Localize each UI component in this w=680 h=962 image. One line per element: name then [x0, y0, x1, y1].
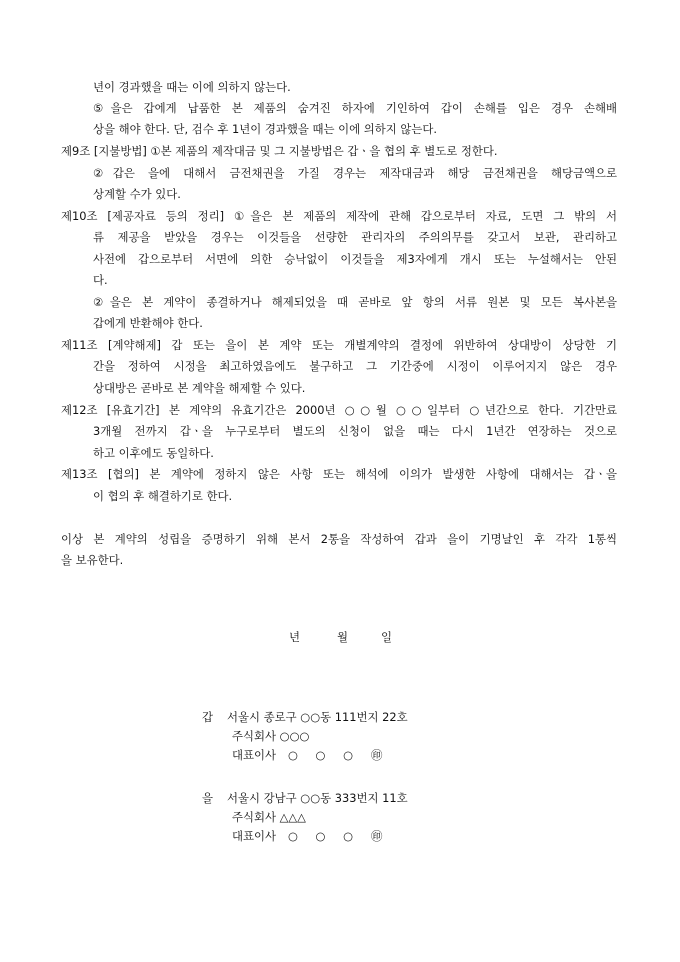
party-b-rep-name: ○ ○ ○	[288, 829, 354, 843]
party-b-rep-title: 대표이사	[232, 829, 277, 843]
clause9-p2-line1: ②갑은 을에 대해서 금전채권을 가질 경우는 제작대금과 해당 금전채권을 해당금액으로	[93, 166, 617, 180]
clause13-line2: 이 협의 후 해결하기로 한다.	[93, 489, 233, 503]
party-b-label: 을	[202, 791, 214, 805]
date-year: 년	[289, 630, 301, 644]
clause9-line1: 제9조 [지불방법] ①본 제품의 제작대금 및 그 지불방법은 갑ㆍ을 협의 후 별도로 정한다.	[61, 144, 498, 158]
party-a-rep-title: 대표이사	[232, 748, 277, 762]
clause10-p2-line1: ②을은 본 계약이 종결하거나 해제되었을 때 곧바로 앞 항의 서류 원본 및 모든 복사본을	[93, 295, 617, 309]
clause12-line3: 하고 이후에도 동일하다.	[93, 446, 214, 460]
date-day: 일	[381, 630, 393, 644]
party-a-seal-icon: ㊞	[371, 748, 383, 762]
party-a-rep-name: ○ ○ ○	[288, 748, 354, 762]
clause9-p2-line2: 상계할 수가 있다.	[93, 187, 181, 201]
clause11-line2: 간을 정하여 시정을 최고하였음에도 불구하고 그 기간중에 시정이 이루어지지 않은 경우	[93, 359, 617, 373]
closing-line1: 이상 본 계약의 성립을 증명하기 위해 본서 2통을 작성하여 갑과 을이 기명날인 후 각각 1통씩	[61, 532, 617, 546]
clause10-p2-line2: 갑에게 반환해야 한다.	[93, 316, 203, 330]
party-a-label: 갑	[202, 710, 214, 724]
clause12-line2: 3개월 전까지 갑ㆍ을 누구로부터 별도의 신청이 없을 때는 다시 1년간 연장하는 것으로	[93, 424, 617, 438]
clause13-line1: 제13조 [협의] 본 계약에 정하지 않은 사항 또는 해석에 이의가 발생한 사항에 대해서는 갑ㆍ을	[61, 467, 617, 481]
date-line	[0, 630, 680, 644]
clause10-line3: 사전에 갑으로부터 서면에 의한 승낙없이 이것들을 제3자에게 개시 또는 누설해서는 안된	[93, 252, 617, 266]
party-a-address: 서울시 종로구 ○○동 111번지 22호	[227, 710, 408, 724]
clause8-p5-line2: 상을 해야 한다. 단, 검수 후 1년이 경과했을 때는 이에 의하지 않는다.	[93, 122, 438, 136]
clause10-line4: 다.	[93, 273, 108, 287]
party-b-address: 서울시 강남구 ○○동 333번지 11호	[227, 791, 408, 805]
clause11-line1: 제11조 [계약해제] 갑 또는 을이 본 계약 또는 개별계약의 결정에 위반하여 상대방이 상당한 기	[61, 338, 617, 352]
clause10-line2: 류 제공을 받았을 경우는 이것들을 선량한 관리자의 주의의무를 갖고서 보관, 관리하고	[93, 230, 617, 244]
party-b-seal-icon: ㊞	[371, 829, 383, 843]
clause10-line1: 제10조 [제공자료 등의 정리] ①을은 본 제품의 제작에 관해 갑으로부터 자료, 도면 그 밖의 서	[61, 209, 617, 223]
party-a-company: 주식회사 ○○○	[232, 729, 310, 743]
party-b-company: 주식회사 △△△	[232, 810, 306, 824]
clause12-line1: 제12조 [유효기간] 본 계약의 유효기간은 2000년 ○○월 ○○일부터 ○년간으로 한다. 기간만료	[61, 403, 617, 417]
closing-line2: 을 보유한다.	[61, 553, 124, 567]
clause8-line1: 년이 경과했을 때는 이에 의하지 않는다.	[93, 80, 291, 94]
date-month: 월	[337, 630, 349, 644]
clause11-line3: 상대방은 곧바로 본 계약을 해제할 수 있다.	[93, 381, 306, 395]
clause8-p5-line1: ⑤을은 갑에게 납품한 본 제품의 숨겨진 하자에 기인하여 갑이 손해를 입은 경우 손해배	[93, 101, 617, 115]
